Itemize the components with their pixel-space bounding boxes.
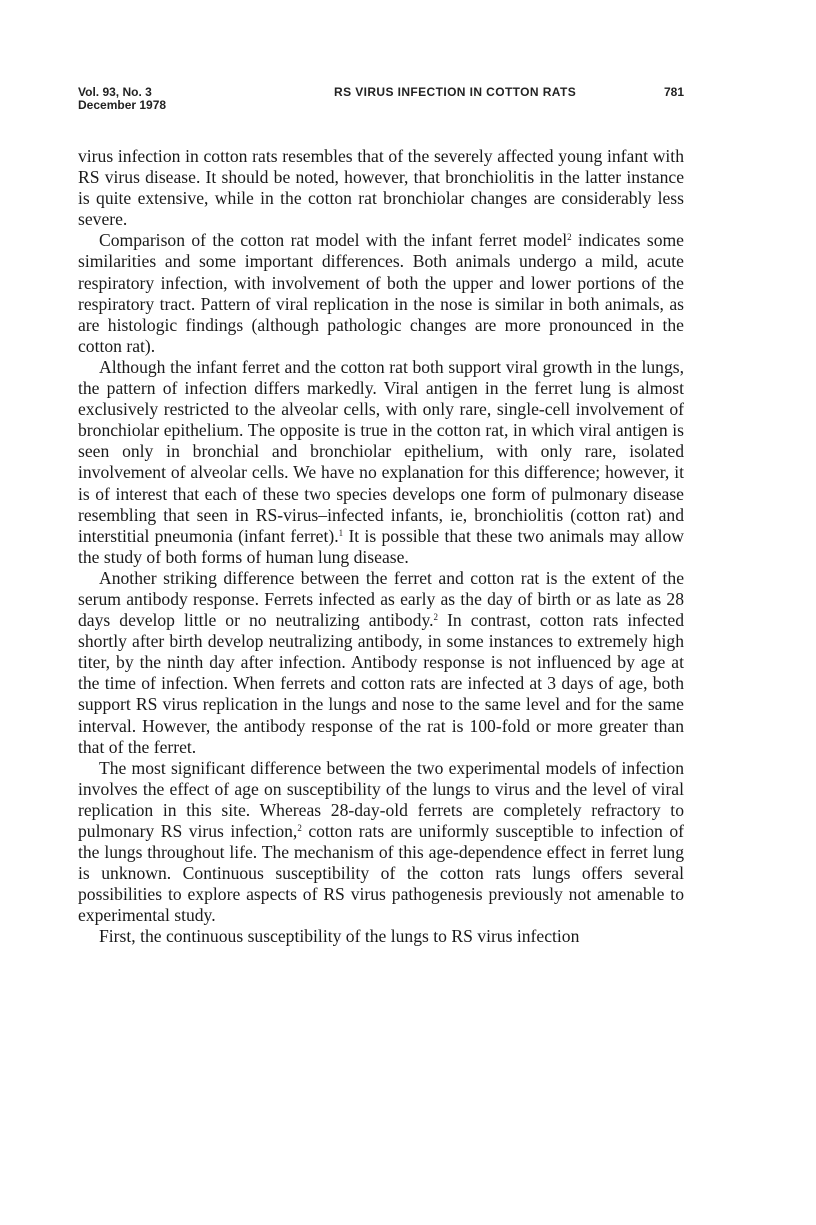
paragraph-text: Another striking difference between the ferret and cotton rat is the extent of the serum antibody response. Ferrets infected as early as the day of birth or as late as 28 days develop little or no neutralizing antibody. xyxy=(78,567,684,631)
article-body xyxy=(78,146,684,948)
body-paragraph xyxy=(78,146,684,230)
paragraph-text: Although the infant ferret and the cotton rat both support viral growth in the lungs, the pattern of infection differs markedly. Viral antigen in the ferret lung is almost exclusively restricted to the alveolar cells, with only rare, single-cell involvement of bronchiolar epithelium. The opposite is true in the cotton rat, in which viral antigen is seen only in bronchial and bronchiolar epithelium, with only rare, isolated involvement of alveolar cells. We have no explanation for this difference; however, it is of interest that each of these two species develops one form of pulmonary disease resembling that seen in RS-virus–infected infants, ie, bronchiolitis (cotton rat) and interstitial pneumonia (infant ferret). xyxy=(78,356,684,546)
body-paragraph xyxy=(78,926,684,947)
paragraph-text: It is possible that these two animals may allow the study of both forms of human lung disease. xyxy=(78,525,684,567)
body-paragraph xyxy=(78,568,684,758)
citation-reference: 2 xyxy=(297,823,302,833)
paragraph-text: In contrast, cotton rats infected shortly after birth develop neutralizing antibody, in some instances to extremely high titer, by the ninth day after infection. Antibody response is not influenced by age at the time of infection. When ferrets and cotton rats are infected at 3 days of age, both support RS virus replication in the lungs and nose to the same level and for the same interval. However, the antibody response of the rat is 100-fold or more greater than that of the ferret. xyxy=(78,610,685,757)
volume-number: Vol. 93, No. 3 xyxy=(78,85,152,99)
paragraph-text: indicates some similarities and some important differences. Both animals undergo a mild, acute respiratory infection, with involvement of both the upper and lower portions of the respiratory tract. Pattern of viral replication in the nose is similar in both animals, as are histologic findings (although pathologic changes are more pronounced in the cotton rat). xyxy=(78,230,684,356)
issue-date: December 1978 xyxy=(78,98,167,112)
citation-reference: 1 xyxy=(338,527,344,538)
citation-reference: 2 xyxy=(433,612,439,623)
page-number: 781 xyxy=(663,85,684,99)
paragraph-text: Comparison of the cotton rat model with the infant ferret model xyxy=(99,230,568,251)
issue-info xyxy=(78,86,166,112)
body-paragraph xyxy=(78,357,684,568)
running-header xyxy=(78,86,684,116)
paragraph-text: cotton rats are uniformly susceptible to infection of the lungs throughout life. The mechanism of this age-dependence effect in ferret lung is unknown. Continuous susceptibility of the cotton rats lungs offers several possibilities to explore aspects of RS virus pathogenesis previously not amenable to experimental study. xyxy=(78,821,684,926)
citation-reference: 2 xyxy=(567,232,572,243)
paragraph-text: The most significant difference between the two experimental models of infection involves the effect of age on susceptibility of the lungs to virus and the level of viral replication in this site. Whereas 28-day-old ferrets are completely refractory to pulmonary RS virus infection, xyxy=(78,757,684,841)
running-title: RS VIRUS INFECTION IN COTTON RATS xyxy=(334,85,577,99)
paragraph-text: First, the continuous susceptibility of the lungs to RS virus infection xyxy=(99,926,580,947)
body-paragraph xyxy=(78,230,684,357)
paragraph-text: virus infection in cotton rats resembles that of the severely affected young infant with RS virus disease. It should be noted, however, that bronchiolitis in the latter instance is quite extensive, while in the cotton rat bronchiolar changes are considerably less severe. xyxy=(78,146,684,230)
body-paragraph xyxy=(78,758,684,927)
